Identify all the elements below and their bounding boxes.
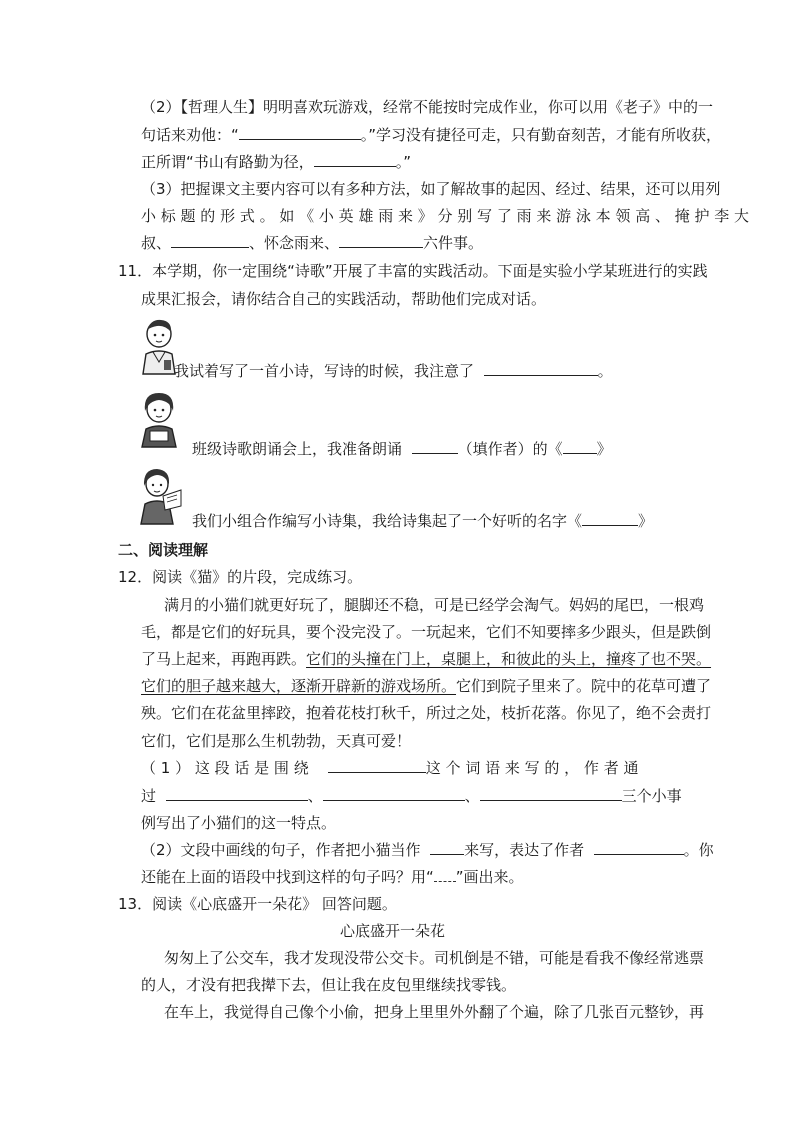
q11-speech-3 bbox=[192, 511, 653, 531]
answer-blank[interactable] bbox=[484, 361, 598, 376]
q12-para-line4b: 它们到院子里来了。院中的花草可遭了 bbox=[456, 677, 712, 695]
q12-sub2-e: ”画出来。 bbox=[455, 868, 524, 886]
q12-sub1-line3: 例写出了小猫们的这一特点。 bbox=[141, 814, 337, 832]
q12-para-line1: 满月的小猫们就更好玩了，腿脚还不稳，可是已经学会淘气。妈妈的尾巴，一根鸡 bbox=[164, 596, 705, 614]
q13-para-line1: 匆匆上了公交车，我才发现没带公交卡。司机倒是不错，可能是看我不像经常逃票 bbox=[164, 949, 705, 967]
section-heading: 二、阅读理解 bbox=[118, 541, 209, 559]
q12-para-line4 bbox=[141, 676, 711, 696]
answer-blank[interactable] bbox=[480, 786, 622, 801]
q10-p2-line2b: 。”学习没有捷径可走，只有勤奋刻苦，才能有所收获， bbox=[360, 126, 722, 144]
answer-blank[interactable] bbox=[339, 233, 423, 248]
q12-sub1-f: 三个小事 bbox=[621, 787, 682, 805]
q11-speech-3a: 我们小组合作编写小诗集，我给诗集起了一个好听的名字《 bbox=[192, 512, 583, 530]
girl-avatar-icon bbox=[137, 389, 183, 449]
q12-sub2-d: 还能在上面的语段中找到这样的句子吗？用“ bbox=[141, 868, 434, 886]
q11-speech-2c: 》 bbox=[596, 440, 612, 458]
q12-para-line2: 毛，都是它们的好玩具，要个没完没了。一玩起来，它们不知要摔多少跟头，但是跌倒 bbox=[141, 623, 712, 641]
q10-p3-line1: （3）把握课文主要内容可以有多种方法，如了解故事的起因、经过、结果，还可以用列 bbox=[141, 180, 721, 198]
answer-blank[interactable] bbox=[430, 840, 464, 855]
girl-writing-icon bbox=[137, 466, 183, 526]
q13-para-line2: 的人，才没有把我撵下去，但让我在皮包里继续找零钱。 bbox=[141, 976, 517, 994]
answer-blank[interactable] bbox=[171, 233, 249, 248]
q10-p3-line3c: 六件事。 bbox=[423, 234, 484, 252]
answer-blank[interactable] bbox=[563, 439, 597, 454]
wavy-line-icon bbox=[434, 871, 456, 882]
q13-title: 13．阅读《心底盛开一朵花》 回答问题。 bbox=[118, 895, 397, 913]
q11-line1: 11．本学期，你一定围绕“诗歌”开展了丰富的实践活动。下面是实验小学某班进行的实践 bbox=[118, 262, 708, 280]
q10-p3-line3 bbox=[141, 233, 483, 253]
q10-p2-line3a: 正所谓“书山有路勤为径， bbox=[141, 153, 314, 171]
answer-blank[interactable] bbox=[412, 439, 458, 454]
q12-sub1-a: （ 1 ） 这 段 话 是 围 绕 bbox=[141, 759, 309, 777]
q11-line2: 成果汇报会，请你结合自己的实践活动，帮助他们完成对话。 bbox=[141, 290, 547, 308]
underlined-sentence: 它们的胆子越来越大，逐渐开辟新的游戏场所。 bbox=[141, 677, 457, 695]
answer-blank[interactable] bbox=[328, 758, 426, 773]
q12-sub1-d: 、 bbox=[307, 787, 323, 805]
q10-p2-line2 bbox=[141, 125, 721, 145]
q11-speech-3b: 》 bbox=[638, 512, 654, 530]
q11-speech-2a: 班级诗歌朗诵会上，我准备朗诵 bbox=[192, 440, 403, 458]
q11-speech-2b: （填作者）的《 bbox=[457, 440, 563, 458]
answer-blank[interactable] bbox=[582, 511, 638, 526]
q10-p3-line3b: 、怀念雨来、 bbox=[249, 234, 340, 252]
q11-speech-2 bbox=[192, 439, 612, 459]
q12-para-line5: 殃。它们在花盆里摔跤，抱着花枝打秋千，所过之处，枝折花落。你见了，绝不会责打 bbox=[141, 704, 712, 722]
q12-sub2-a: （2）文段中画线的句子，作者把小猫当作 bbox=[141, 841, 421, 859]
q12-sub1-line2 bbox=[141, 786, 682, 806]
q12-sub2-line1 bbox=[141, 840, 714, 860]
q12-sub2-b: 来写，表达了作者 bbox=[464, 841, 585, 859]
q12-sub2-c: 。你 bbox=[683, 841, 714, 859]
q12-sub1-e: 、 bbox=[464, 787, 480, 805]
q10-p2-line3 bbox=[141, 152, 411, 172]
passage-heading: 心底盛开一朵花 bbox=[340, 922, 446, 940]
q13-para-line3: 在车上，我觉得自己像个小偷，把身上里里外外翻了个遍，除了几张百元整钞，再 bbox=[164, 1003, 705, 1021]
q10-p2-line3b: 。” bbox=[395, 153, 412, 171]
q12-sub1-c: 过 bbox=[141, 787, 157, 805]
q10-p3-line2: 小 标 题 的 形 式 。 如 《 小 英 雄 雨 来 》 分 别 写 了 雨 来 游 泳 本 领 高 、 掩 护 李 大 bbox=[141, 207, 750, 225]
q12-sub1-line1 bbox=[141, 758, 638, 778]
answer-blank[interactable] bbox=[239, 125, 361, 140]
q10-p2-line2a: 句话来劝他：“ bbox=[141, 126, 239, 144]
q12-para-line6: 它们，它们是那么生机勃勃，天真可爱！ bbox=[141, 732, 412, 750]
q12-para-line3a: 了马上起来，再跑再跌。 bbox=[141, 650, 307, 668]
q11-speech-1 bbox=[174, 361, 613, 381]
underlined-sentence: 它们的头撞在门上，桌腿上，和彼此的头上，撞疼了也不哭。 bbox=[306, 650, 712, 668]
q12-title: 12．阅读《猫》的片段，完成练习。 bbox=[118, 568, 363, 586]
q12-sub1-b: 这 个 词 语 来 写 的 ， 作 者 通 bbox=[425, 759, 639, 777]
q11-speech-1a: 我试着写了一首小诗，写诗的时候，我注意了 bbox=[174, 362, 475, 380]
q12-sub2-line2 bbox=[141, 867, 524, 887]
answer-blank[interactable] bbox=[594, 840, 684, 855]
q10-p3-line3a: 叔、 bbox=[141, 234, 172, 252]
q10-p2-line1: （2）【哲理人生】明明喜欢玩游戏，经常不能按时完成作业，你可以用《老子》中的一 bbox=[141, 98, 714, 116]
q12-para-line3 bbox=[141, 649, 711, 669]
answer-blank[interactable] bbox=[323, 786, 465, 801]
answer-blank[interactable] bbox=[166, 786, 308, 801]
q11-speech-1b: 。 bbox=[597, 362, 613, 380]
answer-blank[interactable] bbox=[314, 152, 396, 167]
